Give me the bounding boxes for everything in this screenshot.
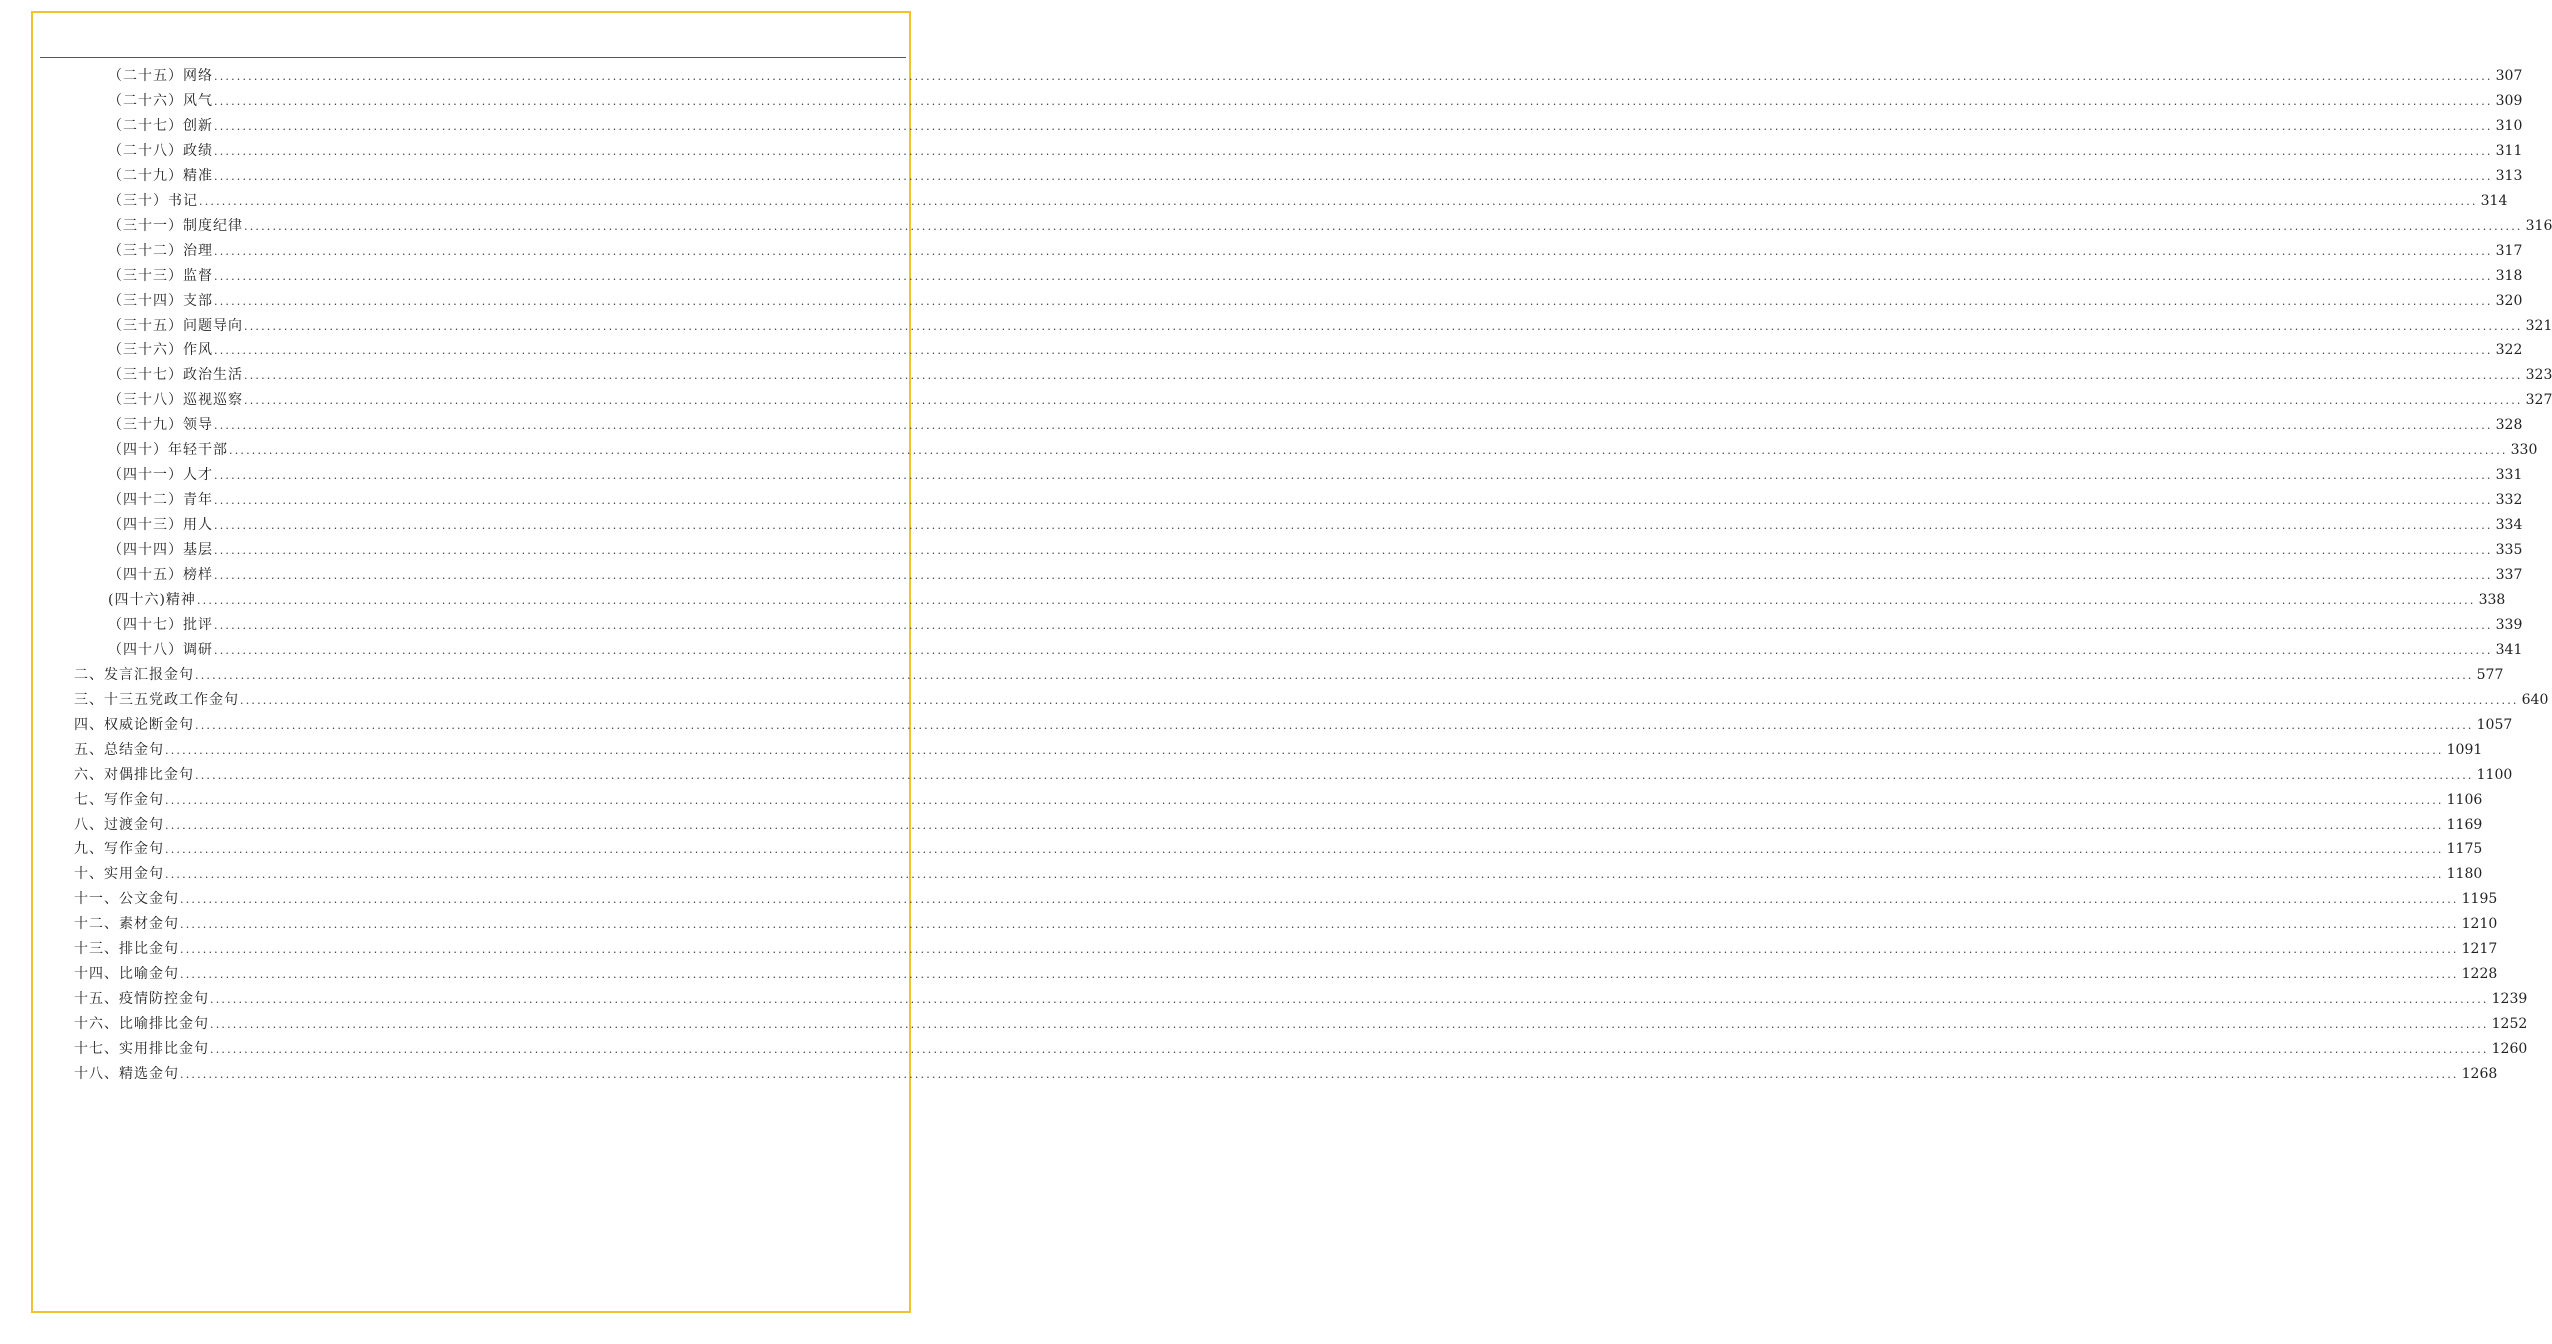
dot-leader: ................................................................................................................................................................................................................................................................................................................................................................................................................ [244,319,2523,333]
toc-entry-label: （二十九）精准 [108,167,213,184]
toc-entry-page-number: 1260 [2491,1041,2528,1058]
dot-leader: ................................................................................................................................................................................................................................................................................................................................................................................................................ [214,344,2493,358]
dot-leader: ................................................................................................................................................................................................................................................................................................................................................................................................................ [214,294,2493,308]
toc-entry-page-number: 317 [2495,242,2523,259]
toc-entry[interactable] [74,715,2513,735]
toc-entry[interactable] [74,989,2528,1009]
dot-leader: ................................................................................................................................................................................................................................................................................................................................................................................................................ [214,618,2493,632]
dot-leader: ................................................................................................................................................................................................................................................................................................................................................................................................................ [210,1043,2489,1057]
toc-entry-label: 九、写作金句 [74,841,164,858]
toc-entry-page-number: 313 [2495,167,2523,184]
toc-entry-page-number: 1195 [2461,891,2498,908]
toc-entry[interactable] [108,365,2552,385]
toc-entry-label: 十四、比喻金句 [74,966,179,983]
toc-entry-page-number: 1100 [2476,766,2513,783]
toc-entry-page-number: 316 [2525,217,2552,234]
toc-entry-label: 十八、精选金句 [74,1066,179,1082]
toc-entry[interactable] [108,141,2523,161]
dot-leader: ................................................................................................................................................................................................................................................................................................................................................................................................................ [214,94,2493,108]
toc-entry[interactable] [74,839,2483,859]
toc-entry-page-number: 577 [2476,666,2504,683]
toc-entry-page-number: 322 [2495,342,2523,359]
toc-entry-label: （四十八）调研 [108,641,213,658]
toc-entry-label: 四、权威论断金句 [74,716,194,733]
toc-entry-label: （二十七）创新 [108,117,213,134]
dot-leader: ................................................................................................................................................................................................................................................................................................................................................................................................................ [214,469,2493,483]
toc-entry-label: 十七、实用排比金句 [74,1041,209,1058]
toc-entry-label: 六、对偶排比金句 [74,766,194,783]
toc-entry[interactable] [108,191,2508,211]
toc-entry-label: （二十五）网络 [108,68,213,84]
toc-entry-page-number: 309 [2495,92,2523,109]
toc-entry-page-number: 318 [2495,267,2523,284]
dot-leader: ................................................................................................................................................................................................................................................................................................................................................................................................................ [195,768,2474,782]
toc-entry-page-number: 334 [2495,517,2523,534]
toc-entry-label: （四十三）用人 [108,517,213,534]
toc-entry-label: （四十一）人才 [108,467,213,484]
dot-leader: ................................................................................................................................................................................................................................................................................................................................................................................................................ [244,369,2523,383]
toc-entry-label: （四十）年轻干部 [108,442,228,459]
toc-entry[interactable] [108,66,2523,86]
toc-entry-page-number: 323 [2525,367,2552,384]
toc-entry-page-number: 311 [2495,142,2523,159]
toc-entry-page-number: 310 [2495,117,2523,134]
dot-leader: ................................................................................................................................................................................................................................................................................................................................................................................................................ [214,70,2493,83]
toc-entry[interactable] [74,665,2504,685]
toc-entry-label: 三、十三五党政工作金句 [74,691,239,708]
toc-entry-page-number: 1057 [2476,716,2513,733]
toc-entry[interactable] [108,590,2506,610]
dot-leader: ................................................................................................................................................................................................................................................................................................................................................................................................................ [214,169,2493,183]
dot-leader: ................................................................................................................................................................................................................................................................................................................................................................................................................ [214,544,2493,558]
toc-entry-page-number: 331 [2495,467,2523,484]
toc-entry-label: （三十一）制度纪律 [108,217,243,234]
toc-entry[interactable] [74,939,2498,959]
toc-entry[interactable] [108,316,2552,336]
dot-leader: ................................................................................................................................................................................................................................................................................................................................................................................................................ [214,244,2493,258]
toc-entry[interactable] [108,340,2523,360]
header-rule [40,57,906,58]
toc-entry[interactable] [108,465,2523,485]
toc-entry-label: （三十）书记 [108,192,198,209]
dot-leader: ................................................................................................................................................................................................................................................................................................................................................................................................................ [199,194,2478,208]
toc-entry[interactable] [108,241,2523,261]
toc-entry[interactable] [108,291,2523,311]
toc-entry[interactable] [108,116,2523,136]
toc-entry-label: 十、实用金句 [74,866,164,883]
toc-entry[interactable] [108,266,2523,286]
toc-entry[interactable] [108,640,2523,660]
toc-entry-label: 十二、素材金句 [74,916,179,933]
toc-entry-page-number: 332 [2495,492,2523,509]
dot-leader: ................................................................................................................................................................................................................................................................................................................................................................................................................ [214,519,2493,533]
toc-entry-label: 十六、比喻排比金句 [74,1016,209,1033]
dot-leader: ................................................................................................................................................................................................................................................................................................................................................................................................................ [214,119,2493,133]
dot-leader: ................................................................................................................................................................................................................................................................................................................................................................................................................ [214,144,2493,158]
toc-entry-page-number: 1175 [2446,841,2483,858]
toc-entry[interactable] [74,1014,2528,1034]
toc-entry[interactable] [108,565,2523,585]
dot-leader: ................................................................................................................................................................................................................................................................................................................................................................................................................ [244,394,2523,408]
toc-entry-page-number: 314 [2480,192,2508,209]
toc-entry-label: （三十八）巡视巡察 [108,392,243,409]
toc-entry-page-number: 1180 [2446,866,2483,883]
toc-entry-label: （三十四）支部 [108,292,213,309]
toc-entry[interactable] [108,415,2523,435]
dot-leader: ................................................................................................................................................................................................................................................................................................................................................................................................................ [214,643,2493,657]
toc-entry[interactable] [74,765,2513,785]
toc-entry[interactable] [74,964,2498,984]
dot-leader: ................................................................................................................................................................................................................................................................................................................................................................................................................ [180,968,2459,982]
toc-entry[interactable] [74,815,2483,835]
dot-leader: ................................................................................................................................................................................................................................................................................................................................................................................................................ [180,918,2459,932]
toc-entry-label: （二十六）风气 [108,92,213,109]
toc-entry-label: （四十五）榜样 [108,567,213,583]
toc-entry-label: （三十三）监督 [108,267,213,284]
toc-entry[interactable] [74,1039,2528,1059]
toc-entry-label: （三十九）领导 [108,417,213,434]
toc-entry-page-number: 328 [2495,417,2523,434]
toc-entry-label: （四十七）批评 [108,616,213,633]
dot-leader: ................................................................................................................................................................................................................................................................................................................................................................................................................ [240,693,2519,707]
toc-entry-label: （三十二）治理 [108,242,213,259]
toc-entry-page-number: 307 [2495,68,2523,84]
toc-entry-label: (四十六)精神 [108,591,196,608]
dot-leader: ................................................................................................................................................................................................................................................................................................................................................................................................................ [214,569,2493,582]
toc-entry-label: 五、总结金句 [74,741,164,758]
toc-entry-label: （二十八）政绩 [108,142,213,159]
dot-leader: ................................................................................................................................................................................................................................................................................................................................................................................................................ [165,818,2444,832]
dot-leader: ................................................................................................................................................................................................................................................................................................................................................................................................................ [210,1018,2489,1032]
toc-entry[interactable] [108,91,2523,111]
toc-entry[interactable] [74,914,2498,934]
dot-leader: ................................................................................................................................................................................................................................................................................................................................................................................................................ [195,718,2474,732]
toc-entry-label: （三十七）政治生活 [108,367,243,384]
toc-entry-label: （四十二）青年 [108,492,213,509]
toc-entry-page-number: 1217 [2461,941,2498,958]
dot-leader: ................................................................................................................................................................................................................................................................................................................................................................................................................ [180,1068,2459,1081]
toc-entry-label: （四十四）基层 [108,542,213,559]
toc-entry[interactable] [108,216,2552,236]
dot-leader: ................................................................................................................................................................................................................................................................................................................................................................................................................ [214,269,2493,283]
toc-entry[interactable] [74,740,2483,760]
dot-leader: ................................................................................................................................................................................................................................................................................................................................................................................................................ [165,843,2444,857]
toc-entry-label: （三十五）问题导向 [108,317,243,334]
toc-entry-page-number: 327 [2525,392,2552,409]
toc-entry-page-number: 1268 [2461,1066,2498,1082]
toc-entry-label: 八、过渡金句 [74,816,164,833]
toc-entry-page-number: 1228 [2461,966,2498,983]
toc-entry[interactable] [108,490,2523,510]
toc-entry-page-number: 1169 [2446,816,2483,833]
toc-entry-label: 十五、疫情防控金句 [74,991,209,1008]
toc-entry-page-number: 1210 [2461,916,2498,933]
toc-entry[interactable] [74,864,2483,884]
dot-leader: ................................................................................................................................................................................................................................................................................................................................................................................................................ [165,743,2444,757]
toc-entry-label: 七、写作金句 [74,791,164,808]
toc-entry[interactable] [108,166,2523,186]
toc-entry-label: 二、发言汇报金句 [74,666,194,683]
toc-entry[interactable] [74,889,2498,909]
toc-entry-page-number: 1106 [2446,791,2483,808]
toc-entry[interactable] [108,390,2552,410]
dot-leader: ................................................................................................................................................................................................................................................................................................................................................................................................................ [214,419,2493,433]
dot-leader: ................................................................................................................................................................................................................................................................................................................................................................................................................ [196,593,2476,607]
toc-entry-page-number: 640 [2521,691,2549,708]
toc-entry[interactable] [108,440,2538,460]
toc-entry-page-number: 337 [2495,567,2523,583]
dot-leader: ................................................................................................................................................................................................................................................................................................................................................................................................................ [244,219,2523,233]
dot-leader: ................................................................................................................................................................................................................................................................................................................................................................................................................ [229,444,2508,458]
toc-entry-page-number: 320 [2495,292,2523,309]
toc-entry[interactable] [108,515,2523,535]
toc-entry-page-number: 1252 [2491,1016,2528,1033]
toc-entry-page-number: 339 [2495,616,2523,633]
toc-entry-page-number: 338 [2478,591,2506,608]
toc-entry-page-number: 321 [2525,317,2552,334]
toc-entry[interactable] [74,690,2549,710]
toc-entry-page-number: 1091 [2446,741,2483,758]
dot-leader: ................................................................................................................................................................................................................................................................................................................................................................................................................ [195,668,2474,682]
toc-entry[interactable] [74,790,2483,810]
toc-entry-label: 十一、公文金句 [74,891,179,908]
dot-leader: ................................................................................................................................................................................................................................................................................................................................................................................................................ [165,868,2444,882]
toc-entry-page-number: 335 [2495,542,2523,559]
dot-leader: ................................................................................................................................................................................................................................................................................................................................................................................................................ [214,494,2493,508]
toc-entry-page-number: 1239 [2491,991,2528,1008]
toc-entry-page-number: 341 [2495,641,2523,658]
toc-entry[interactable] [108,615,2523,635]
dot-leader: ................................................................................................................................................................................................................................................................................................................................................................................................................ [165,793,2444,807]
toc-entry-label: （三十六）作风 [108,342,213,359]
toc-entry[interactable] [74,1064,2498,1084]
toc-entry-label: 十三、排比金句 [74,941,179,958]
toc-entry[interactable] [108,540,2523,560]
dot-leader: ................................................................................................................................................................................................................................................................................................................................................................................................................ [180,943,2459,957]
dot-leader: ................................................................................................................................................................................................................................................................................................................................................................................................................ [210,993,2489,1007]
dot-leader: ................................................................................................................................................................................................................................................................................................................................................................................................................ [180,893,2459,907]
toc-entry-page-number: 330 [2510,442,2538,459]
